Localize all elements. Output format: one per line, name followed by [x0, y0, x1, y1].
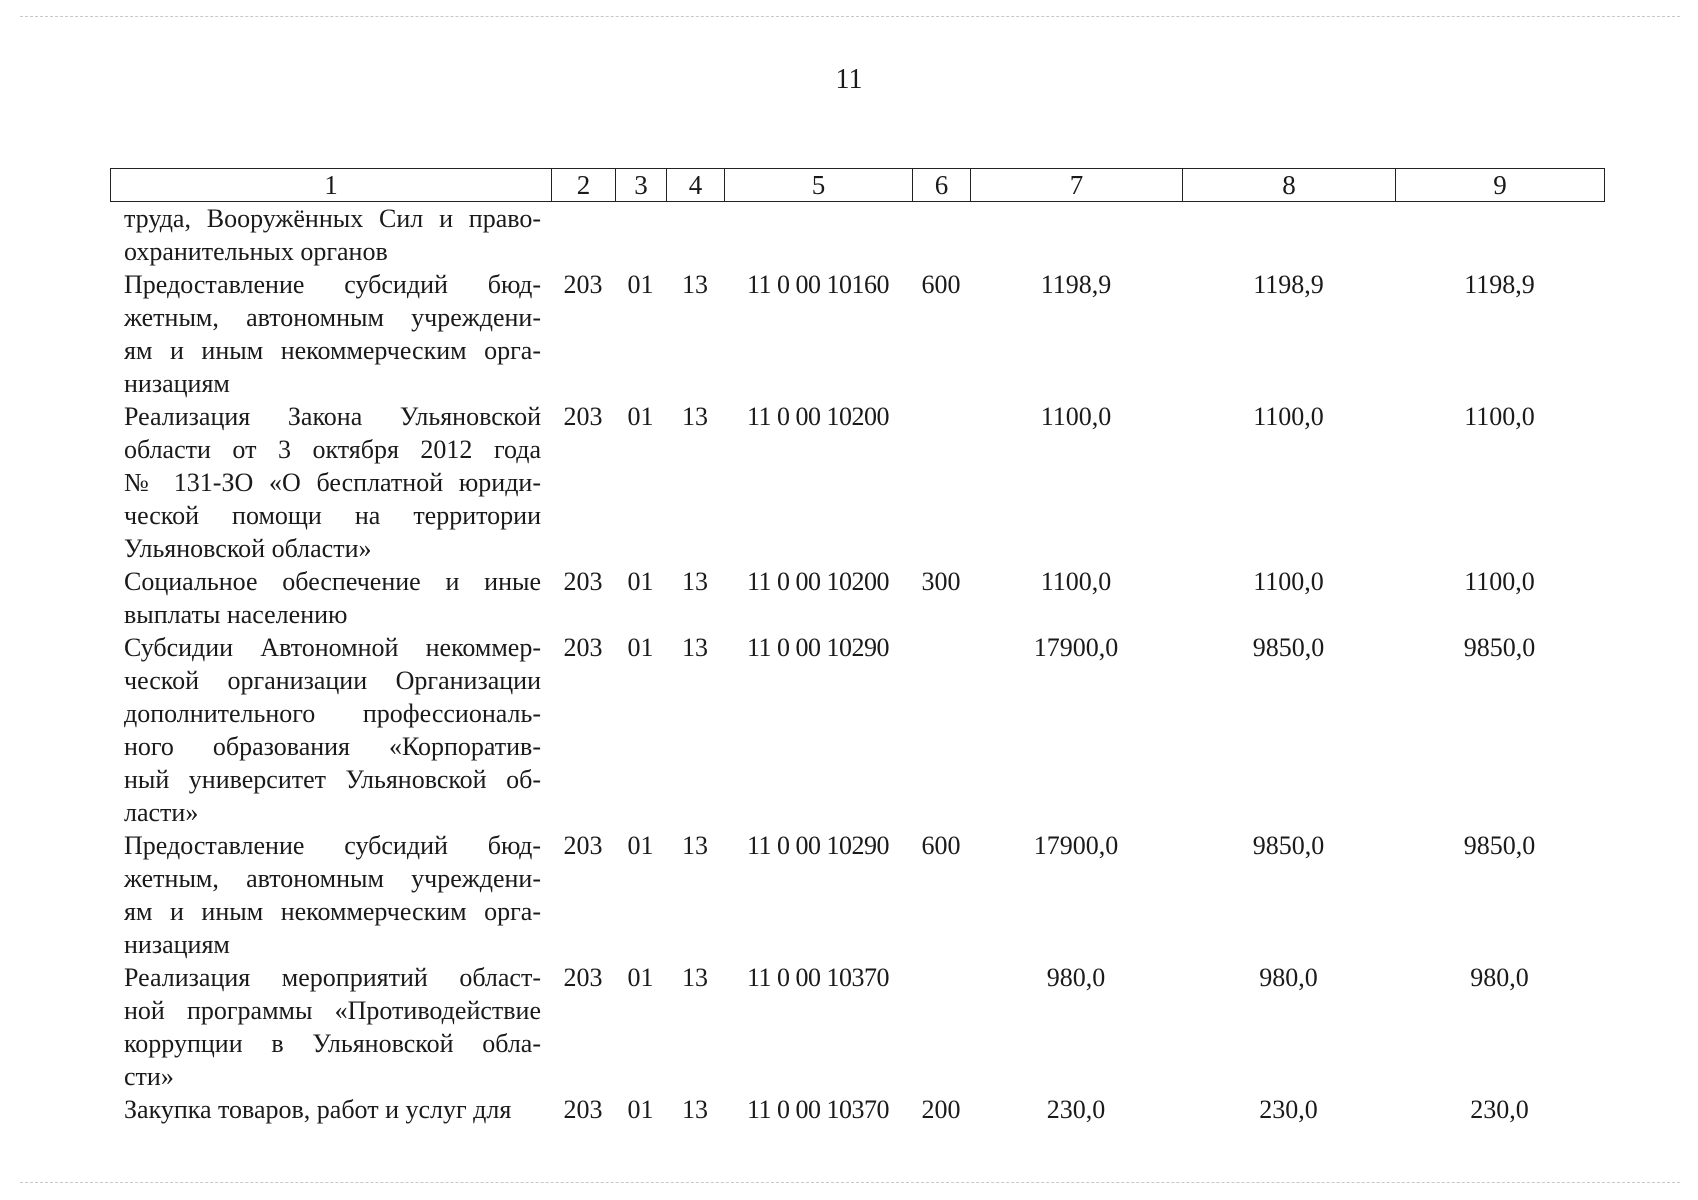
column-header-8: 8 — [1183, 169, 1396, 202]
row-description-line: низациям — [124, 930, 230, 959]
row-description-line: низациям — [124, 369, 230, 398]
row-expense-type: 200 — [921, 1095, 961, 1124]
row-amount-col9: 9850,0 — [1463, 831, 1536, 860]
row-amount-col9: 1198,9 — [1464, 270, 1535, 299]
row-code-admin: 203 — [563, 402, 603, 431]
table-row — [110, 961, 1604, 1093]
table-row — [110, 565, 1604, 631]
row-description-line: Закупка товаров, работ и услуг для — [124, 1095, 512, 1124]
row-amount-col7: 1100,0 — [1040, 567, 1112, 596]
row-section: 01 — [627, 567, 654, 596]
table-row — [110, 631, 1604, 829]
row-subsection: 13 — [682, 633, 708, 662]
column-header-row — [111, 169, 1605, 202]
row-description — [110, 202, 551, 268]
column-header-1: 1 — [111, 169, 552, 202]
row-target-article: 11 0 00 10290 — [746, 831, 890, 860]
row-section: 01 — [627, 402, 654, 431]
row-description-line: труда, Вооружённых Сил и право- — [124, 204, 541, 233]
table-row — [110, 202, 1604, 268]
row-description-line: ной программы «Противодействие — [124, 996, 541, 1025]
table-row — [110, 400, 1604, 565]
row-description — [110, 961, 551, 1093]
row-code-admin: 203 — [563, 1095, 603, 1124]
row-description-line: охранительных органов — [124, 237, 388, 266]
row-code-admin: 203 — [563, 831, 603, 860]
row-description-line: Ульяновской области» — [124, 534, 372, 563]
row-amount-col8: 1100,0 — [1253, 567, 1324, 596]
row-description-line: ный университет Ульяновской об- — [124, 765, 541, 794]
row-description-line: ного образования «Корпоратив- — [124, 732, 541, 761]
row-description-line: сти» — [124, 1062, 174, 1091]
row-target-article: 11 0 00 10200 — [746, 567, 890, 596]
row-description-line: Предоставление субсидий бюд- — [124, 270, 541, 299]
row-description-line: Социальное обеспечение и иные — [124, 567, 541, 596]
row-description — [110, 829, 551, 961]
row-description-line: коррупции в Ульяновской обла- — [124, 1029, 541, 1058]
row-target-article: 11 0 00 10290 — [746, 633, 890, 662]
row-amount-col9: 1100,0 — [1464, 402, 1535, 431]
row-description — [110, 268, 551, 400]
row-code-admin: 203 — [563, 633, 603, 662]
column-header-2: 2 — [552, 169, 616, 202]
row-description-line: ческой организации Организации — [124, 666, 541, 695]
row-amount-col8: 1198,9 — [1253, 270, 1324, 299]
row-section: 01 — [627, 270, 654, 299]
scan-edge-bottom — [20, 1182, 1680, 1183]
row-amount-col9: 1100,0 — [1464, 567, 1535, 596]
row-code-admin: 203 — [563, 963, 603, 992]
budget-table-body — [110, 202, 1604, 1126]
row-description — [110, 1093, 551, 1126]
row-description-line: ласти» — [124, 798, 199, 827]
row-subsection: 13 — [682, 1095, 708, 1124]
row-description-line: области от 3 октября 2012 года — [124, 435, 541, 464]
table-row — [110, 1093, 1604, 1126]
row-target-article: 11 0 00 10370 — [746, 963, 890, 992]
row-description-line: ческой помощи на территории — [124, 501, 541, 530]
row-description — [110, 400, 551, 565]
row-amount-col7: 1100,0 — [1040, 402, 1112, 431]
row-description-line: ям и иным некоммерческим орга- — [124, 897, 541, 926]
row-amount-col7: 230,0 — [1046, 1095, 1106, 1124]
row-subsection: 13 — [682, 567, 708, 596]
page-number: 11 — [835, 64, 863, 95]
row-subsection: 13 — [682, 831, 708, 860]
row-description-line: Субсидии Автономной некоммер- — [124, 633, 541, 662]
row-amount-col9: 9850,0 — [1463, 633, 1536, 662]
row-description-line: дополнительного профессиональ- — [124, 699, 541, 728]
row-description — [110, 631, 551, 829]
row-description-line: жетным, автономным учреждени- — [124, 303, 541, 332]
column-header-6: 6 — [913, 169, 971, 202]
row-amount-col7: 17900,0 — [1033, 633, 1119, 662]
row-section: 01 — [627, 1095, 654, 1124]
row-section: 01 — [627, 633, 654, 662]
row-amount-col9: 230,0 — [1470, 1095, 1529, 1124]
column-header-9: 9 — [1396, 169, 1605, 202]
column-header-7: 7 — [971, 169, 1183, 202]
table-row — [110, 268, 1604, 400]
row-expense-type: 300 — [921, 567, 961, 596]
row-expense-type: 600 — [921, 270, 961, 299]
row-amount-col7: 980,0 — [1046, 963, 1106, 992]
row-expense-type: 600 — [921, 831, 961, 860]
row-subsection: 13 — [682, 402, 708, 431]
row-section: 01 — [627, 831, 654, 860]
row-amount-col8: 230,0 — [1259, 1095, 1318, 1124]
row-description-line: Реализация Закона Ульяновской — [124, 402, 541, 431]
row-code-admin: 203 — [563, 270, 603, 299]
row-amount-col9: 980,0 — [1470, 963, 1529, 992]
row-amount-col8: 9850,0 — [1252, 633, 1325, 662]
row-description-line: выплаты населению — [124, 600, 348, 629]
row-amount-col8: 1100,0 — [1253, 402, 1324, 431]
row-amount-col8: 980,0 — [1259, 963, 1318, 992]
row-description-line: № 131-ЗО «О бесплатной юриди- — [124, 468, 541, 497]
column-header-table — [110, 168, 1605, 202]
row-description — [110, 565, 551, 631]
column-header-5: 5 — [725, 169, 913, 202]
row-target-article: 11 0 00 10370 — [746, 1095, 890, 1124]
row-subsection: 13 — [682, 270, 708, 299]
row-description-line: ям и иным некоммерческим орга- — [124, 336, 541, 365]
scan-edge-top — [20, 16, 1680, 17]
table-row — [110, 829, 1604, 961]
column-header-4: 4 — [667, 169, 725, 202]
row-amount-col8: 9850,0 — [1252, 831, 1325, 860]
column-header-3: 3 — [616, 169, 667, 202]
row-subsection: 13 — [682, 963, 708, 992]
row-amount-col7: 1198,9 — [1040, 270, 1112, 299]
row-description-line: Реализация мероприятий област- — [124, 963, 541, 992]
row-target-article: 11 0 00 10160 — [746, 270, 890, 299]
row-target-article: 11 0 00 10200 — [746, 402, 890, 431]
row-section: 01 — [627, 963, 654, 992]
row-amount-col7: 17900,0 — [1033, 831, 1119, 860]
row-description-line: жетным, автономным учреждени- — [124, 864, 541, 893]
row-description-line: Предоставление субсидий бюд- — [124, 831, 541, 860]
row-code-admin: 203 — [563, 567, 603, 596]
